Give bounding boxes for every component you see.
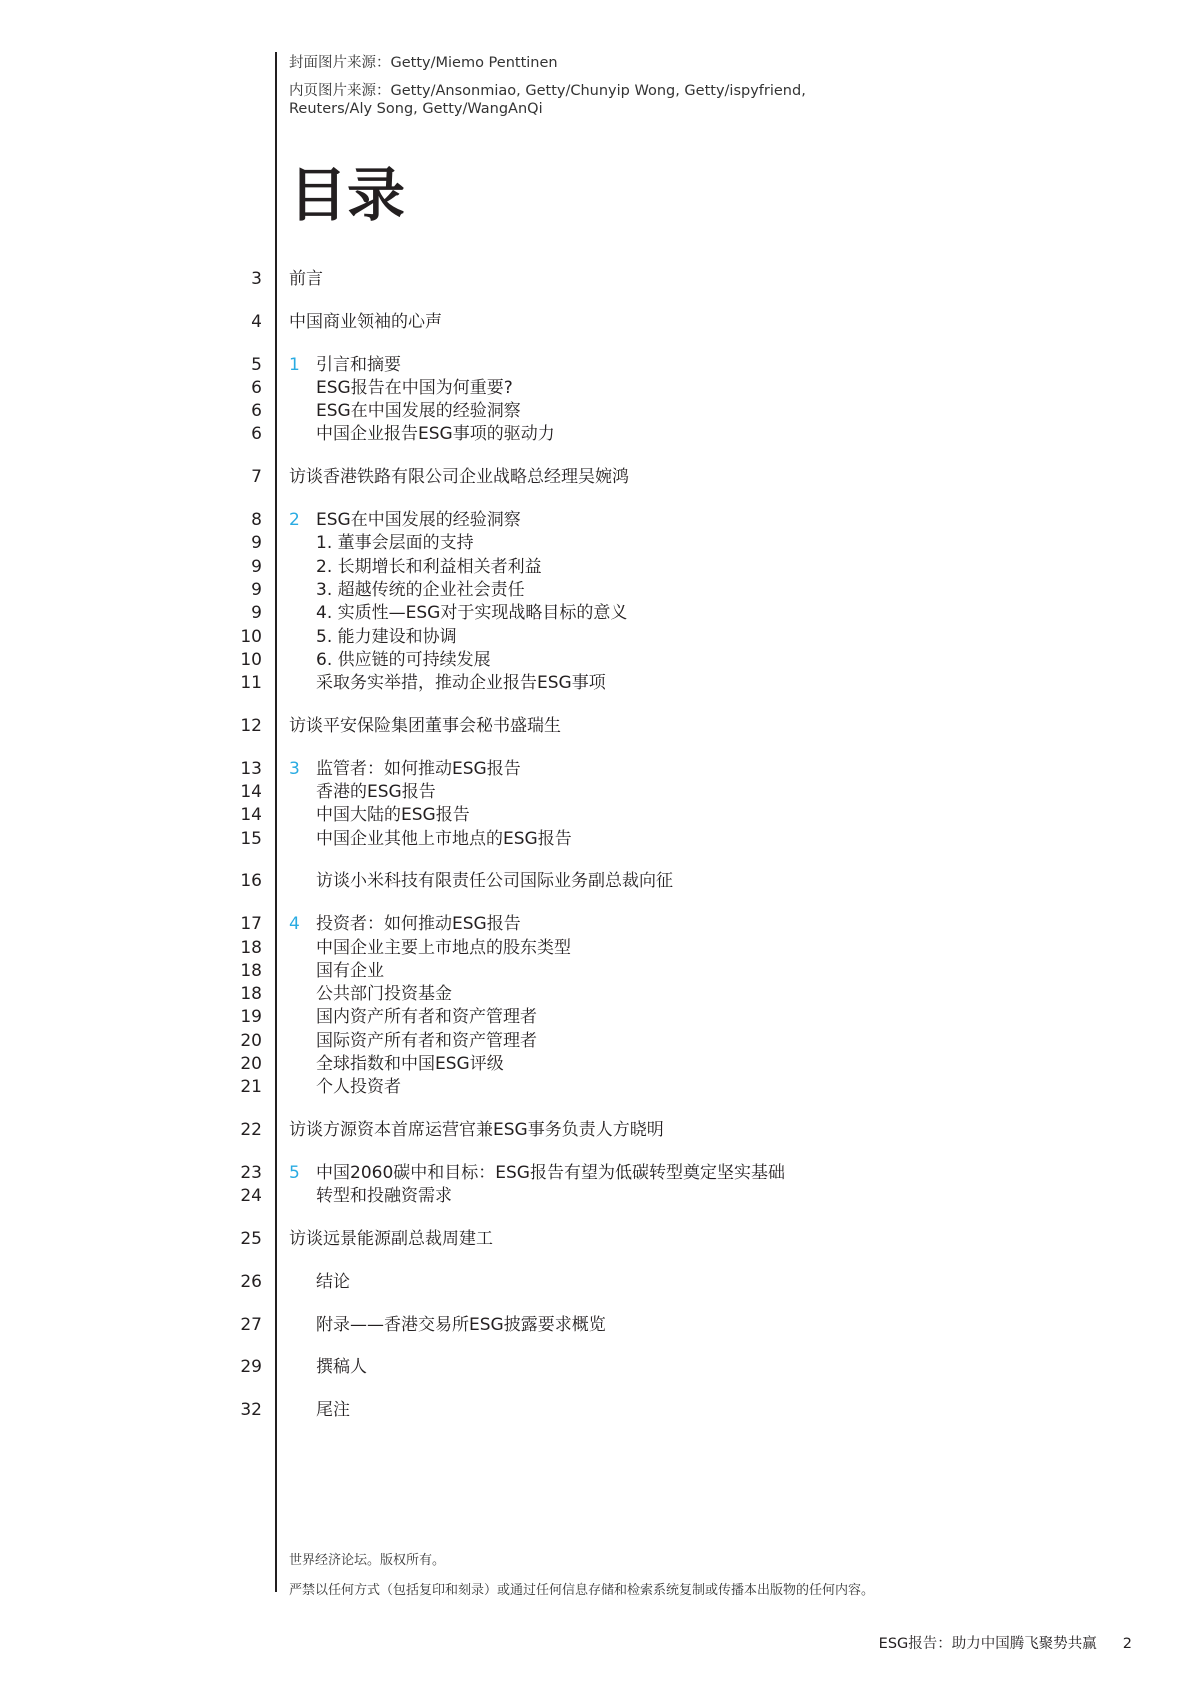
image-credits: [289, 54, 806, 128]
toc-entry[interactable]: [0, 1228, 1200, 1251]
toc-entry[interactable]: [0, 377, 1200, 400]
toc-entry-title: 访谈方源资本首席运营官兼ESG事务负责人方晓明: [289, 1120, 664, 1141]
toc-entry[interactable]: [0, 649, 1200, 672]
toc-page-number: 6: [251, 424, 262, 445]
toc-page-number: 22: [240, 1120, 262, 1141]
toc-entry-title: 公共部门投资基金: [316, 984, 452, 1005]
toc-entry-title: ESG在中国发展的经验洞察: [316, 401, 521, 422]
toc-page-number: 14: [240, 782, 262, 803]
toc-section-number: 3: [289, 758, 300, 779]
toc-page-number: 16: [240, 871, 262, 892]
toc-page-number: 19: [240, 1007, 262, 1028]
toc-entry-title: 中国企业主要上市地点的股东类型: [316, 937, 571, 958]
toc-page-number: 23: [240, 1162, 262, 1183]
toc-group: [0, 715, 1200, 738]
toc-entry-title: 尾注: [316, 1400, 350, 1421]
toc-entry[interactable]: [0, 715, 1200, 738]
toc-page-number: 15: [240, 828, 262, 849]
toc-entry[interactable]: [0, 354, 1200, 377]
toc-entry-title: ESG在中国发展的经验洞察: [316, 510, 521, 531]
toc-page-number: 7: [251, 467, 262, 488]
toc-group: [0, 870, 1200, 893]
toc-entry[interactable]: [0, 602, 1200, 625]
toc-entry-title: 引言和摘要: [316, 354, 401, 375]
toc-page-number: 26: [240, 1271, 262, 1292]
toc-entry-title: ESG报告在中国为何重要?: [316, 377, 513, 398]
toc-entry-title: 结论: [316, 1271, 350, 1292]
toc-entry[interactable]: [0, 1030, 1200, 1053]
toc-page-number: 5: [251, 354, 262, 375]
toc-page-number: 9: [251, 603, 262, 624]
toc-entry[interactable]: [0, 1076, 1200, 1099]
toc-entry-title: 国内资产所有者和资产管理者: [316, 1007, 537, 1028]
toc-group: [0, 758, 1200, 851]
copyright-note: [289, 1546, 874, 1606]
toc-entry-title: 4. 实质性—ESG对于实现战略目标的意义: [316, 603, 628, 624]
toc-entry[interactable]: [0, 1356, 1200, 1379]
toc-group: [0, 354, 1200, 447]
toc-group: [0, 268, 1200, 291]
toc-page-number: 11: [240, 673, 262, 694]
toc-title: 目录: [289, 161, 406, 229]
toc-section-number: 2: [289, 510, 300, 531]
toc-entry-title: 中国企业报告ESG事项的驱动力: [316, 424, 555, 445]
toc-entry[interactable]: [0, 509, 1200, 532]
toc-page-number: 9: [251, 579, 262, 600]
toc-section-number: 5: [289, 1162, 300, 1183]
toc-entry[interactable]: [0, 1162, 1200, 1185]
toc-page-number: 14: [240, 805, 262, 826]
toc-page-number: 27: [240, 1314, 262, 1335]
toc-entry-title: 访谈香港铁路有限公司企业战略总经理吴婉鸿: [289, 467, 629, 488]
toc-entry[interactable]: [0, 937, 1200, 960]
inner-credit-line: Reuters/Aly Song, Getty/WangAnQi: [289, 101, 543, 117]
toc-group: [0, 1271, 1200, 1294]
toc-entry-title: 中国2060碳中和目标：ESG报告有望为低碳转型奠定坚实基础: [316, 1162, 785, 1183]
copyright-line: 世界经济论坛。版权所有。: [289, 1553, 446, 1568]
toc-entry[interactable]: [0, 1053, 1200, 1076]
toc-entry[interactable]: [0, 1271, 1200, 1294]
toc-entry-title: 香港的ESG报告: [316, 782, 436, 803]
toc-entry[interactable]: [0, 400, 1200, 423]
toc-entry-title: 访谈平安保险集团董事会秘书盛瑞生: [289, 715, 561, 736]
toc-entry[interactable]: [0, 268, 1200, 291]
toc-page-number: 20: [240, 1054, 262, 1075]
toc-group: [0, 311, 1200, 334]
toc-group: [0, 1228, 1200, 1251]
toc-entry[interactable]: [0, 870, 1200, 893]
page-footer: [879, 1632, 1132, 1653]
toc-entry[interactable]: [0, 960, 1200, 983]
toc-section-number: 4: [289, 914, 300, 935]
toc-entry-title: 访谈远景能源副总裁周建工: [289, 1229, 493, 1249]
toc-page-number: 10: [240, 649, 262, 670]
toc-page-number: 20: [240, 1030, 262, 1051]
toc-entry[interactable]: [0, 626, 1200, 649]
toc-page-number: 10: [240, 626, 262, 647]
toc-page-number: 18: [240, 984, 262, 1005]
table-of-contents: [0, 268, 1200, 1422]
toc-entry-title: 国际资产所有者和资产管理者: [316, 1030, 537, 1051]
toc-entry-title: 6. 供应链的可持续发展: [316, 649, 491, 670]
toc-entry[interactable]: [0, 828, 1200, 851]
toc-entry[interactable]: [0, 672, 1200, 695]
toc-entry[interactable]: [0, 804, 1200, 827]
report-title: ESG报告：助力中国腾飞聚势共赢: [878, 1636, 1097, 1652]
toc-page-number: 12: [240, 715, 262, 736]
toc-page-number: 6: [251, 377, 262, 398]
toc-entry[interactable]: [0, 758, 1200, 781]
toc-entry-title: 访谈小米科技有限责任公司国际业务副总裁向征: [316, 871, 673, 892]
toc-group: [0, 466, 1200, 489]
toc-entry[interactable]: [0, 423, 1200, 446]
toc-entry-title: 全球指数和中国ESG评级: [316, 1054, 504, 1075]
toc-entry-title: 中国商业领袖的心声: [289, 311, 442, 332]
toc-page-number: 4: [251, 311, 262, 332]
toc-page-number: 3: [251, 269, 262, 289]
toc-group: [0, 1399, 1200, 1422]
toc-entry-title: 5. 能力建设和协调: [316, 626, 457, 647]
toc-group: [0, 1119, 1200, 1142]
toc-entry-title: 1. 董事会层面的支持: [316, 533, 474, 554]
toc-page-number: 25: [240, 1229, 262, 1249]
toc-entry[interactable]: [0, 579, 1200, 602]
inner-credit-line: 内页图片来源：Getty/Ansonmiao, Getty/Chunyip Wong, Getty/ispyfriend,: [289, 83, 806, 99]
toc-page-number: 9: [251, 556, 262, 577]
toc-entry-title: 中国企业其他上市地点的ESG报告: [316, 828, 572, 849]
toc-entry[interactable]: [0, 1185, 1200, 1208]
toc-entry-title: 撰稿人: [316, 1357, 367, 1378]
toc-page-number: 13: [240, 758, 262, 779]
page-number: 2: [1122, 1636, 1132, 1652]
toc-page-number: 8: [251, 510, 262, 531]
toc-entry[interactable]: [0, 1006, 1200, 1029]
toc-section-number: 1: [289, 354, 300, 375]
toc-group: [0, 1162, 1200, 1209]
toc-entry-title: 前言: [289, 269, 323, 289]
toc-entry[interactable]: [0, 466, 1200, 489]
toc-page-number: 24: [240, 1186, 262, 1207]
toc-page-number: 17: [240, 914, 262, 935]
toc-entry-title: 采取务实举措，推动企业报告ESG事项: [316, 673, 606, 694]
toc-entry-title: 国有企业: [316, 960, 384, 981]
toc-entry-title: 个人投资者: [316, 1077, 401, 1098]
toc-entry-title: 3. 超越传统的企业社会责任: [316, 579, 525, 600]
toc-entry[interactable]: [0, 1119, 1200, 1142]
toc-page-number: 6: [251, 401, 262, 422]
inner-credits: [289, 82, 806, 118]
toc-group: [0, 913, 1200, 1099]
toc-entry[interactable]: [0, 532, 1200, 555]
toc-page-number: 9: [251, 533, 262, 554]
toc-page-number: 21: [240, 1077, 262, 1098]
toc-group: [0, 1356, 1200, 1379]
toc-entry[interactable]: [0, 1314, 1200, 1337]
toc-entry-title: 2. 长期增长和利益相关者利益: [316, 556, 542, 577]
toc-page-number: 18: [240, 960, 262, 981]
toc-entry-title: 中国大陆的ESG报告: [316, 805, 470, 826]
toc-entry[interactable]: [0, 983, 1200, 1006]
reproduction-notice: 严禁以任何方式（包括复印和刻录）或通过任何信息存储和检索系统复制或传播本出版物的任何内容。: [289, 1583, 875, 1598]
cover-credit: 封面图片来源：Getty/Miemo Penttinen: [289, 55, 558, 71]
toc-entry[interactable]: [0, 781, 1200, 804]
toc-entry-title: 监管者：如何推动ESG报告: [316, 758, 521, 779]
toc-entry[interactable]: [0, 556, 1200, 579]
toc-page-number: 18: [240, 937, 262, 958]
toc-entry-title: 转型和投融资需求: [316, 1186, 452, 1207]
toc-group: [0, 1314, 1200, 1337]
toc-entry[interactable]: [0, 1399, 1200, 1422]
toc-entry[interactable]: [0, 311, 1200, 334]
toc-entry-title: 附录——香港交易所ESG披露要求概览: [316, 1314, 606, 1335]
toc-entry-title: 投资者：如何推动ESG报告: [316, 914, 521, 935]
toc-entry[interactable]: [0, 913, 1200, 936]
toc-page-number: 32: [240, 1400, 262, 1421]
toc-page-number: 29: [240, 1357, 262, 1378]
toc-group: [0, 509, 1200, 695]
